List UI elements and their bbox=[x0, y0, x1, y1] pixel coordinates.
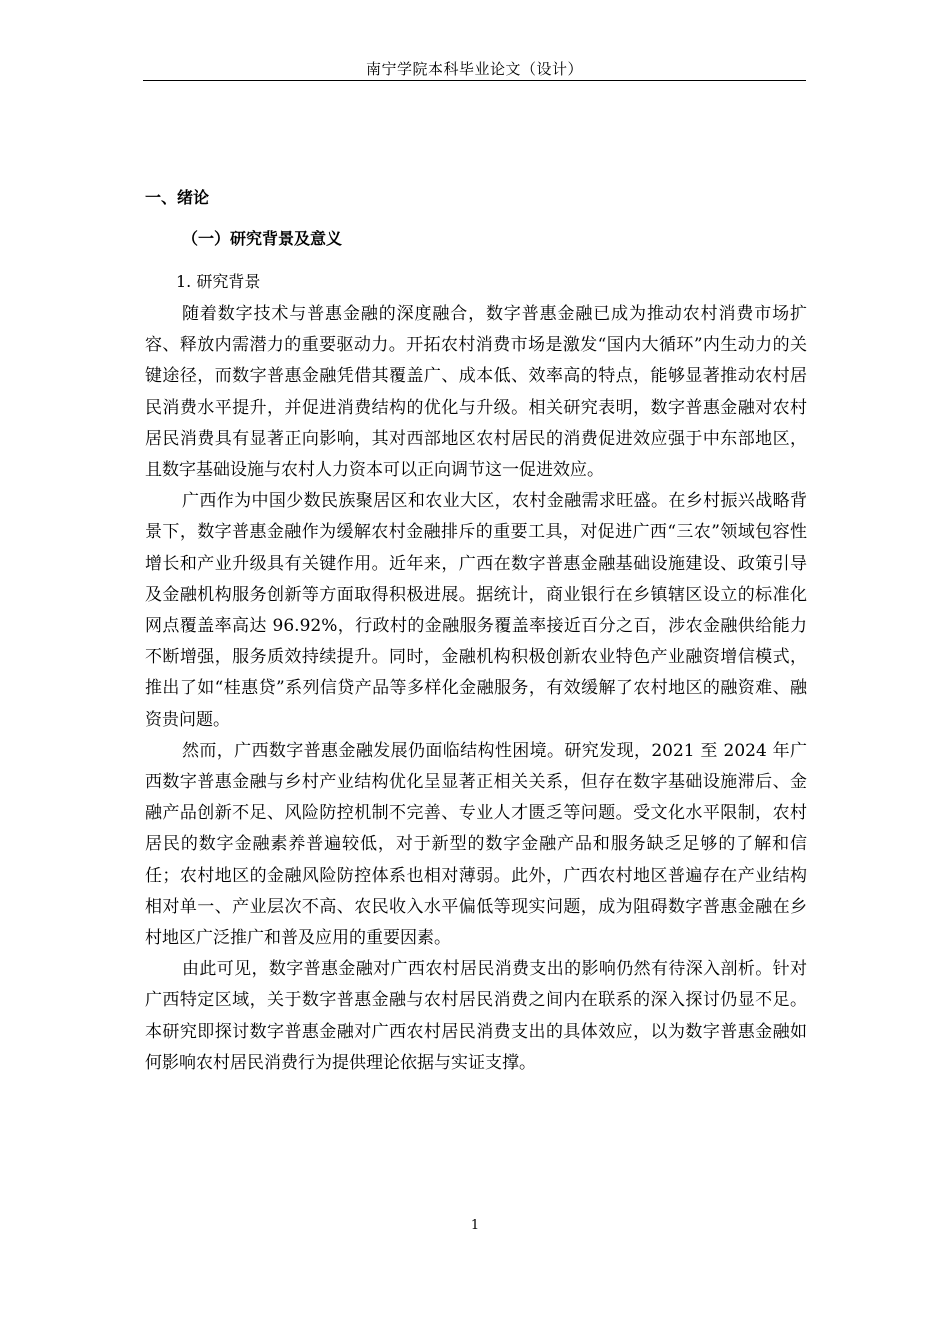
header-title: 南宁学院本科毕业论文（设计） bbox=[365, 60, 583, 78]
chapter-heading: 一、绪论 bbox=[145, 188, 210, 207]
paragraph-4: 由此可见，数字普惠金融对广西农村居民消费支出的影响仍然有待深入剖析。针对广西特定区域，关于数字普惠金融与农村居民消费之间内在联系的深入探讨仍显不足。本研究即探讨数字普惠金融对广西农村居民消费支出的具体效应，以为数字普惠金融如何影响农村居民消费行为提供理论依据与实证支撑。 bbox=[145, 959, 807, 1073]
paragraph-2: 广西作为中国少数民族聚居区和农业大区，农村金融需求旺盛。在乡村振兴战略背景下，数字普惠金融作为缓解农村金融排斥的重要工具，对促进广西“三农”领域包容性增长和产业升级具有关键作用。近年来，广西在数字普惠金融基础设施建设、政策引导及金融机构服务创新等方面取得积极进展。据统计，商业银行在乡镇辖区设立的标准化网点覆盖率高达 96.92%，行政村的金融服务覆盖率接近百分之百，涉农金融供给能力不断增强，服务质效持续提升。同时，金融机构积极创新农业特色产业融资增信模式，推出了如“桂惠贷”系列信贷产品等多样化金融服务，有效缓解了农村地区的融资难、融资贵问题。 bbox=[145, 491, 807, 730]
paragraph-1: 随着数字技术与普惠金融的深度融合，数字普惠金融已成为推动农村消费市场扩容、释放内需潜力的重要驱动力。开拓农村消费市场是激发“国内大循环”内生动力的关键途径，而数字普惠金融凭借其覆盖广、成本低、效率高的特点，能够显著推动农村居民消费水平提升，并促进消费结构的优化与升级。相关研究表明，数字普惠金融对农村居民消费具有显著正向影响，其对西部地区农村居民的消费促进效应强于中东部地区，且数字基础设施与农村人力资本可以正向调节这一促进效应。 bbox=[145, 304, 807, 481]
body-text bbox=[145, 299, 807, 1079]
paragraph-3: 然而，广西数字普惠金融发展仍面临结构性困境。研究发现，2021 至 2024 年广西数字普惠金融与乡村产业结构优化呈显著正相关关系，但存在数字基础设施滞后、金融产品创新不足、风险防控机制不完善、专业人才匮乏等问题。受文化水平限制，农村居民的数字金融素养普遍较低，对于新型的数字金融产品和服务缺乏足够的了解和信任；农村地区的金融风险防控体系也相对薄弱。此外，广西农村地区普遍存在产业结构相对单一、产业层次不高、农民收入水平偏低等现实问题，成为阻碍数字普惠金融在乡村地区广泛推广和普及应用的重要因素。 bbox=[145, 740, 807, 949]
subsection-heading: 1. 研究背景 bbox=[176, 272, 261, 291]
page-number: 1 bbox=[470, 1218, 480, 1233]
section-heading: （一）研究背景及意义 bbox=[182, 229, 343, 248]
page-header bbox=[143, 58, 806, 81]
